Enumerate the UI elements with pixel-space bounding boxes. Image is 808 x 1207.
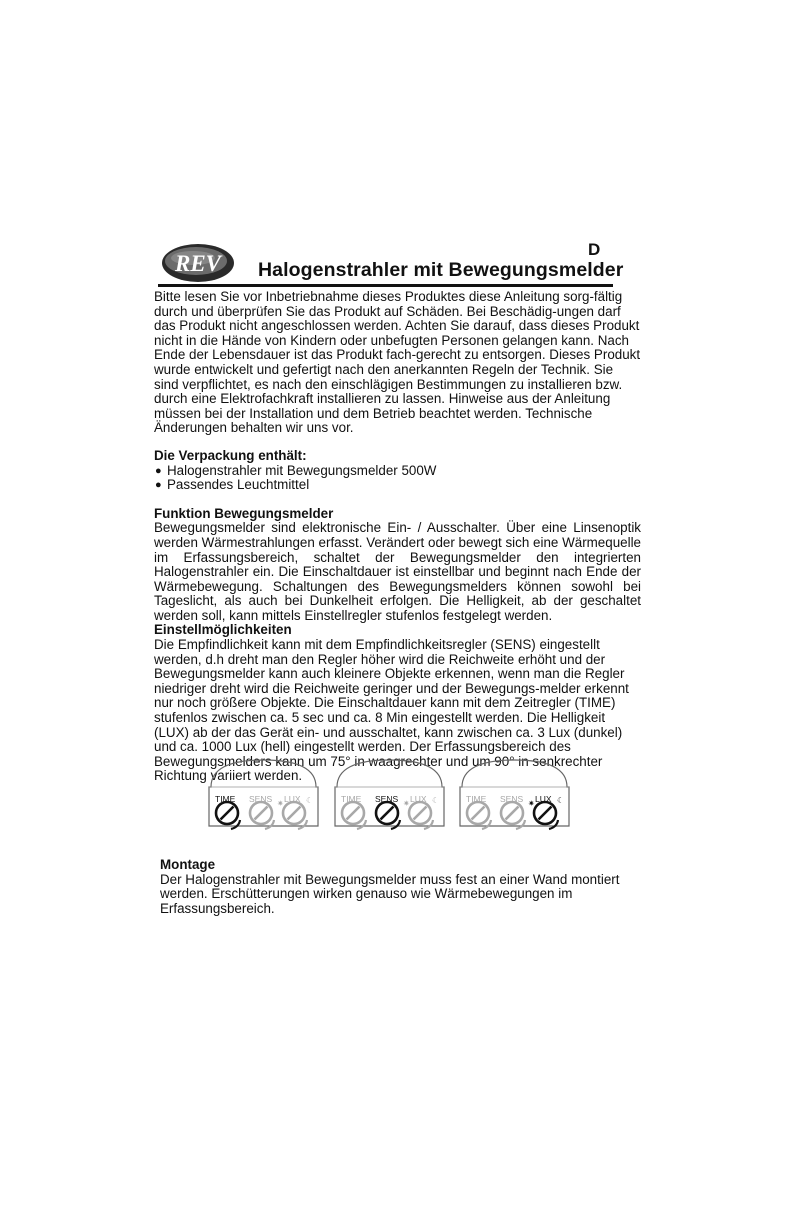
dial-panel-lux <box>456 757 573 827</box>
sens-label: SENS <box>249 794 273 804</box>
rev-logo <box>160 240 236 284</box>
time-label: TIME <box>341 794 362 804</box>
montage-heading: Montage <box>160 857 216 872</box>
list-item: ● Passendes Leuchtmittel <box>155 477 310 493</box>
sens-dial-icon <box>376 802 400 829</box>
intro-paragraph: Bitte lesen Sie vor Inbetriebnahme dieses Produktes diese Anleitung sorg-fältig durch und überprüfen Sie das Produkt auf Schäden. Bei Beschädig-ungen darf das Produkt nicht angeschlossen werden. Achten Sie darauf, dass dieses Produkt nicht in die Hände von Kindern oder unbefugten Personen gelangen kann. Nach Ende der Lebensdauer ist das Produkt fach-gerecht zu entsorgen. Dieses Produkt wurde entwickelt und gefertigt nach den anerkannten Regeln der Technik. Sie sind verpflichtet, es nach den einschlägigen Bestimmungen zu installieren bzw. durch eine Elektrofachkraft installieren zu lassen. Hinweise aus der Anleitung müssen bei der Installation und dem Betrieb beachtet werden. Technische Änderungen behalten wir uns vor. <box>154 289 641 436</box>
lux-label: LUX <box>410 794 427 804</box>
svg-text:REV: REV <box>174 251 222 276</box>
moon-icon: ☾ <box>432 796 440 805</box>
dial-panel-sens <box>331 757 448 827</box>
sun-icon: ✷ <box>277 799 284 808</box>
lux-label: LUX <box>284 794 301 804</box>
lux-dial-icon <box>534 802 558 829</box>
time-label: TIME <box>466 794 487 804</box>
montage-paragraph: Der Halogenstrahler mit Bewegungsmelder muss fest an einer Wand montiert werden. Erschütterungen wirken genauso wie Wärmebewegungen im Erfassungsbereich. <box>160 871 620 916</box>
panel-outline <box>205 757 322 827</box>
title-rule <box>158 284 613 287</box>
function-heading: Funktion Bewegungsmelder <box>154 505 334 521</box>
sens-label: SENS <box>500 794 524 804</box>
settings-paragraph: Die Empfindlichkeit kann mit dem Empfindlichkeitsregler (SENS) eingestellt werden, d.h dreht man den Regler höher wird die Reichweite erhöht und der Bewegungsmelder kann auch kleinere Objekte erkennen, wenn man die Regler niedriger dreht wird die Reichweite geringer und der Bewegungs-melder erkennt nur noch größere Objekte. Die Einschaltdauer kann mit dem Zeitregler (TIME) stufenlos zwischen ca. 5 sec und ca. 8 Min eingestellt werden. Die Helligkeit (LUX) ab der das Gerät ein- und ausschaltet, kann zwischen ca. 3 Lux (dunkel) und ca. 1000 Lux (hell) eingestellt werden. Der Erfassungsbereich des Bewegungsmelders kann um 75° in waagrechter und um 90° in senkrechter Richtung variiert werden. <box>154 637 629 784</box>
moon-icon: ☾ <box>306 796 314 805</box>
time-dial-icon <box>216 802 240 829</box>
sun-icon: ✷ <box>528 799 535 808</box>
panel-outline <box>331 757 448 827</box>
dial-panels <box>205 757 585 857</box>
dial-panel-time <box>205 757 322 827</box>
page-title: Halogenstrahler mit Bewegungsmelder <box>258 259 624 281</box>
lux-dial-icon <box>409 802 433 829</box>
list-item: ● Halogenstrahler mit Bewegungsmelder 500W <box>155 462 437 478</box>
function-paragraph: Bewegungsmelder sind elektronische Ein- / Ausschalter. Über eine Linsenoptik werden Wärmestrahlungen erfasst. Verändert oder bewegt sich eine Wärmequelle im Erfassungsbereich, schaltet der Bewegungsmelder den integrierten Halogenstrahler ein. Die Einschaltdauer ist einstellbar und beginnt nach Ende der Wärmebewegung. Schaltungen des Bewegungsmelders können sowohl bei Tageslicht, als auch bei Dunkelheit erfolgen. Die Helligkeit, ab der geschaltet werden soll, kann mittels Einstellregler stufenlos festgelegt werden. <box>154 520 641 623</box>
settings-heading: Einstellmöglichkeiten <box>154 622 292 638</box>
time-label: TIME <box>215 794 236 804</box>
lux-label: LUX <box>535 794 552 804</box>
main-text <box>154 290 641 784</box>
language-marker: D <box>588 240 601 259</box>
panel-outline <box>456 757 573 827</box>
sens-label: SENS <box>375 794 399 804</box>
sens-dial-icon <box>501 802 525 829</box>
lux-dial-icon <box>283 802 307 829</box>
moon-icon: ☾ <box>557 796 565 805</box>
package-heading: Die Verpackung enthält: <box>154 447 307 463</box>
sens-dial-icon <box>250 802 274 829</box>
time-dial-icon <box>467 802 491 829</box>
package-list <box>154 464 641 493</box>
sun-icon: ✷ <box>403 799 410 808</box>
time-dial-icon <box>342 802 366 829</box>
montage-section <box>160 858 620 916</box>
bullet-icon: ● <box>155 464 162 477</box>
bullet-icon: ● <box>155 479 162 492</box>
